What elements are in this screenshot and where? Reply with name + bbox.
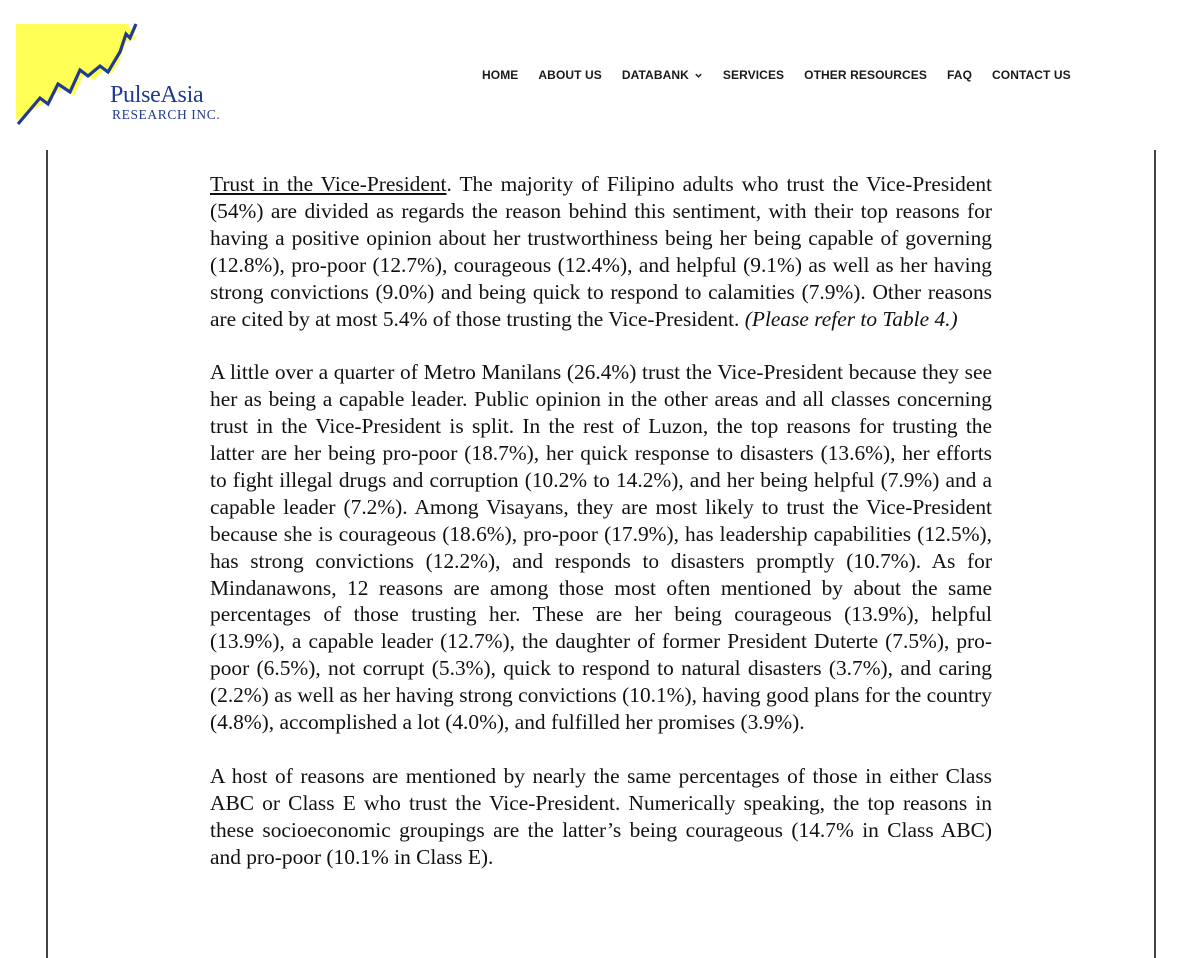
nav-about-us-label: ABOUT US: [538, 68, 602, 82]
nav-services[interactable]: [723, 66, 784, 84]
nav-databank[interactable]: [622, 66, 703, 84]
chevron-down-icon: [694, 71, 703, 80]
main-nav: [482, 66, 1071, 84]
nav-services-label: SERVICES: [722, 68, 785, 82]
nav-databank-label: DATABANK: [621, 68, 689, 82]
pulse-asia-logo[interactable]: [16, 22, 246, 128]
nav-faq[interactable]: [947, 66, 972, 84]
nav-other-resources[interactable]: [804, 66, 927, 84]
article-body: [210, 171, 992, 897]
paragraph-1-text: . The majority of Filipino adults who trust the Vice-President (54%) are divided as regards the reason behind this sentiment, with their top reasons for having a positive opinion about her trustworthiness being her being capable of governing (12.8%), pro-poor (12.7%), courageous (12.4%), and helpful (9.1%) as well as her having strong convictions (9.0%) and being quick to respond to calamities (7.9%). Other reasons are cited by at most 5.4% of those trusting the Vice-President.: [210, 172, 992, 331]
nav-contact-us-label: CONTACT US: [992, 68, 1071, 82]
document-border-right: [1154, 150, 1156, 958]
paragraph-trust-vice-president: [210, 171, 992, 332]
logo-name: PulseAsia: [110, 82, 204, 108]
logo-subtitle: RESEARCH INC.: [112, 107, 221, 122]
document-border-left: [46, 150, 48, 958]
nav-contact-us[interactable]: [992, 66, 1071, 84]
nav-faq-label: FAQ: [947, 68, 972, 82]
nav-about-us[interactable]: [538, 66, 601, 84]
nav-other-resources-label: OTHER RESOURCES: [804, 68, 928, 82]
paragraph-class-breakdown: A host of reasons are mentioned by nearly the same percentages of those in either Class ABC or Class E who trust the Vice-President. Numerically speaking, the top reasons in these socioeconomic groupings are the latter’s being courageous (14.7% in Class ABC) and pro-poor (10.1% in Class E).: [210, 763, 992, 869]
table-reference-note: (Please refer to Table 4.): [744, 306, 958, 331]
paragraph-area-breakdown: A little over a quarter of Metro Manilans (26.4%) trust the Vice-President because they see her as being a capable leader. Public opinion in the other areas and all classes concerning trust in the Vice-President is split. In the rest of Luzon, the top reasons for trusting the latter are her being pro-poor (18.7%), her quick response to disasters (13.6%), her efforts to fight illegal drugs and corruption (10.2% to 14.2%), and her being helpful (7.9%) and a capable leader (7.2%). Among Visayans, they are most likely to trust the Vice-President because she is courageous (18.6%), pro-poor (17.9%), has leadership capabilities (12.5%), has strong convictions (12.2%), and responds to disasters promptly (10.7%). As for Mindanawons, 12 reasons are among those most often mentioned by about the same percentages of those trusting her. These are her being courageous (13.9%), helpful (13.9%), a capable leader (12.7%), the daughter of former President Duterte (7.5%), pro-poor (6.5%), not corrupt (5.3%), quick to respond to natural disasters (3.7%), and caring (2.2%) as well as her having strong convictions (10.1%), having good plans for the country (4.8%), accomplished a lot (4.0%), and fulfilled her promises (3.9%).: [210, 360, 992, 735]
nav-home-label: HOME: [482, 68, 519, 82]
section-heading: Trust in the Vice-President: [210, 172, 447, 196]
nav-home[interactable]: [482, 66, 518, 84]
